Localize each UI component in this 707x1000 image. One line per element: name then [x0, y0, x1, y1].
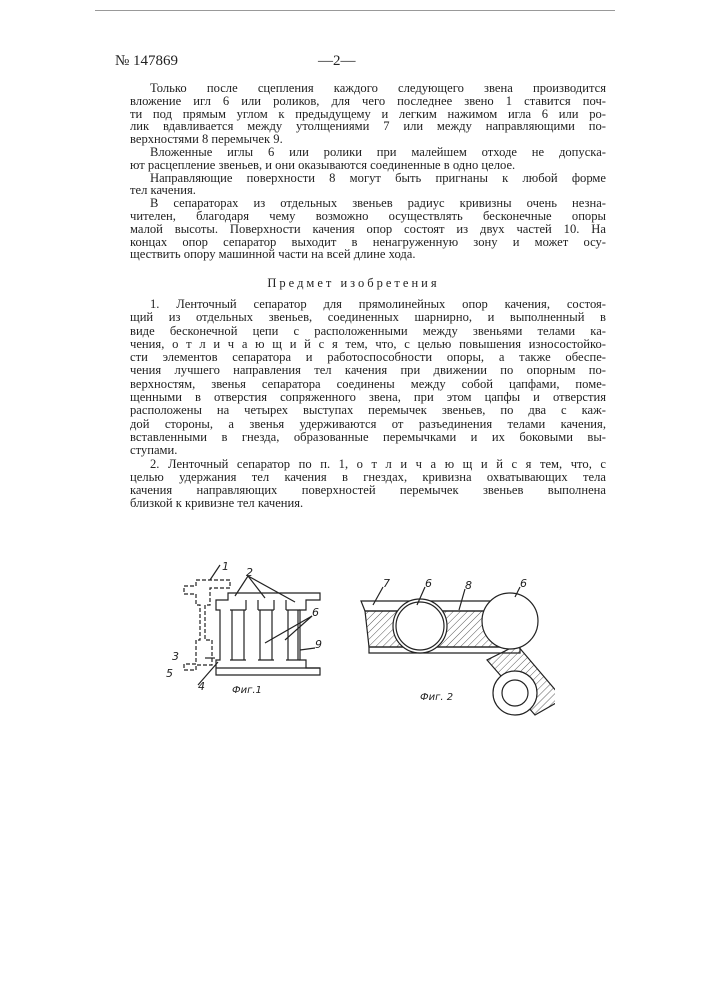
text-line: сти элементов сепаратора и работоспособности опоры, а также обеспе- [130, 351, 606, 364]
text-line: малой высоты. Поверхности качения опор состоят из двух частей 10. На [130, 223, 606, 236]
fig2-label-7: 7 [383, 577, 390, 590]
text-line: Только после сцепления каждого следующего звена производится [130, 82, 606, 95]
page-number: —2— [318, 53, 356, 70]
text-line: Направляющие поверхности 8 могут быть пригнаны к любой форме [130, 172, 606, 185]
text-line: 2. Ленточный сепаратор по п. 1, о т л и ч а ю щ и й с я тем, что, с [130, 458, 606, 471]
fig1-label-3: 3 [172, 650, 179, 663]
fig2-label-8: 8 [465, 579, 472, 592]
text-line: верхностями 8 перемычек 9. [130, 133, 606, 146]
text-line: близкой к кривизне тел качения. [130, 497, 606, 510]
text-line: концах опор сепаратор выходит в ненагруженную зону и может осу- [130, 236, 606, 249]
fig1-caption: Фиг.1 [232, 685, 262, 695]
text-line: виде бесконечной цепи с расположенными между звеньями телами ка- [130, 325, 606, 338]
text-line: тел качения. [130, 184, 606, 197]
text-line: ступами. [130, 444, 606, 457]
fig2-label-6a: 6 [425, 577, 432, 590]
text-line: целью удержания тел качения в гнездах, кривизна охватывающих тела [130, 471, 606, 484]
patent-number: № 147869 [115, 53, 178, 70]
fig1-label-2: 2 [246, 566, 253, 579]
text-line: щий из отдельных звеньев, соединенных шарнирно, и выполненный в [130, 311, 606, 324]
fig1-label-5: 5 [166, 667, 173, 680]
text-line: 1. Ленточный сепаратор для прямолинейных опор качения, состоя- [130, 298, 606, 311]
text-line: верхностям, звенья сепаратора соединены между собой цапфами, поме- [130, 378, 606, 391]
fig1-label-6: 6 [312, 606, 319, 619]
fig1-label-4: 4 [198, 680, 205, 693]
text-line: ют расцепление звеньев, и они оказываются соединенные в одно целое. [130, 159, 606, 172]
text-line: расположены на четырех выступах перемычек звеньев, по два с каж- [130, 404, 606, 417]
text-line: вложение игл 6 или роликов, для чего последнее звено 1 ставится поч- [130, 95, 606, 108]
claims-title: Предмет изобретения [0, 276, 707, 291]
text-line: дой стороны, а звенья удерживаются от разъединения телами качения, [130, 418, 606, 431]
fig1-label-9: 9 [315, 638, 322, 651]
text-line: ти под прямым углом к предыдущему и легким нажимом игла 6 или ро- [130, 108, 606, 121]
text-line: качения направляющих поверхностей перемычек звеньев выполнена [130, 484, 606, 497]
text-line: Вложенные иглы 6 или ролики при малейшем отходе не допуска- [130, 146, 606, 159]
text-line: чения лучшего направления тел качения при движении по опорным по- [130, 364, 606, 377]
fig2-caption: Фиг. 2 [420, 692, 453, 703]
text-line: вставленными в гнезда, образованные перемычками и их боковыми вы- [130, 431, 606, 444]
text-line: В сепараторах из отдельных звеньев радиус кривизны очень незна- [130, 197, 606, 210]
text-line: лик вдавливается между утолщениями 7 или между направляющими по- [130, 120, 606, 133]
text-line: ществить опору машинной части на всей длине хода. [130, 248, 606, 261]
description-text [130, 82, 606, 261]
text-line: чения, о т л и ч а ю щ и й с я тем, что, с целью повышения износостойко- [130, 338, 606, 351]
figure-1 [160, 560, 340, 695]
fig1-label-1: 1 [222, 560, 229, 573]
text-line: чителен, благодаря чему возможно осуществлять бесконечные опоры [130, 210, 606, 223]
claims-text [130, 298, 606, 511]
top-rule [95, 10, 615, 11]
figure-2 [355, 575, 555, 720]
text-line: щенными в отверстия сопряженного звена, при этом цапфы и отверстия [130, 391, 606, 404]
fig2-label-6b: 6 [520, 577, 527, 590]
